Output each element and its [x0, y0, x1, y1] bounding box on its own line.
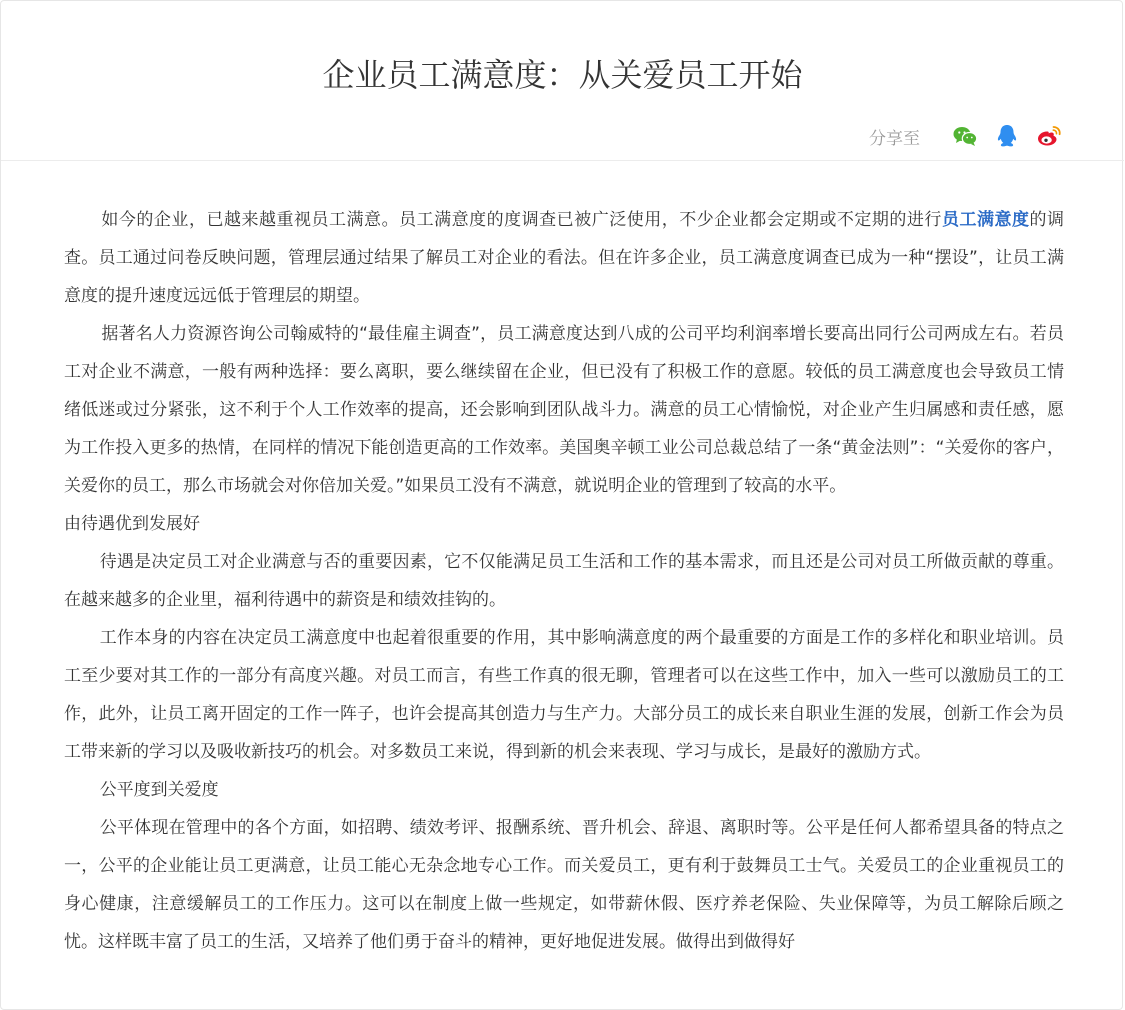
- paragraph-intro: [64, 201, 1064, 315]
- section-heading-fairness: 公平度到关爱度: [99, 780, 219, 800]
- paragraph-treatment: 待遇是决定员工对企业满意与否的重要因素，它不仅能满足员工生活和工作的基本需求，而且还是公司对员工所做贡献的尊重。在越来越多的企业里，福利待遇中的薪资是和绩效挂钩的。: [64, 552, 1064, 610]
- section-heading-treatment: 由待遇优到发展好: [64, 514, 200, 534]
- article-body: [64, 201, 1064, 961]
- paragraph-intro-text: 如今的企业，已越来越重视员工满意。员工满意度的度调查已被广泛使用，不少企业都会定期或不定期的进行: [101, 210, 942, 230]
- share-label: 分享至: [869, 128, 920, 149]
- article-title: 企业员工满意度：从关爱员工开始: [322, 56, 803, 94]
- keyword-link[interactable]: 员工满意度: [941, 210, 1030, 230]
- paragraph-research: 据著名人力资源咨询公司翰威特的“最佳雇主调查”，员工满意度达到八成的公司平均利润率增长要高出同行公司两成左右。若员工对企业不满意，一般有两种选择：要么离职，要么继续留在企业，但已没有了积极工作的意愿。较低的员工满意度也会导致员工情绪低迷或过分紧张，这不利于个人工作效率的提高，还会影响到团队战斗力。满意的员工心情愉悦，对企业产生归属感和责任感，愿为工作投入更多的热情，在同样的情况下能创造更高的工作效率。美国奥辛顿工业公司总裁总结了一条“黄金法则”：“关爱你的客户，关爱你的员工，那么市场就会对你倍加关爱。”如果员工没有不满意，就说明企业的管理到了较高的水平。: [64, 324, 1064, 496]
- paragraph-fairness: 公平体现在管理中的各个方面，如招聘、绩效考评、报酬系统、晋升机会、辞退、离职时等。公平是任何人都希望具备的特点之一，公平的企业能让员工更满意，让员工能心无杂念地专心工作。而关爱员工，更有利于鼓舞员工士气。关爱员工的企业重视员工的身心健康，注意缓解员工的工作压力。这可以在制度上做一些规定，如带薪休假、医疗养老保险、失业保障等，为员工解除后顾之忧。这样既丰富了员工的生活，又培养了他们勇于奋斗的精神，更好地促进发展。做得出到做得好: [64, 818, 1064, 952]
- wechat-icon[interactable]: [952, 123, 978, 149]
- article-header: [1, 1, 1124, 161]
- qq-icon[interactable]: [994, 123, 1020, 149]
- paragraph-intro-text-end: 的调查。员工通过问卷反映问题，管理层通过结果了解员工对企业的看法。但在许多企业，员工满意度调查已成为一种“摆设”，让员工满意度的提升速度远远低于管理层的期望。: [64, 210, 1065, 306]
- share-bar: [869, 121, 1062, 151]
- weibo-icon[interactable]: [1036, 123, 1062, 149]
- paragraph-work-content: 工作本身的内容在决定员工满意度中也起着很重要的作用，其中影响满意度的两个最重要的方面是工作的多样化和职业培训。员工至少要对其工作的一部分有高度兴趣。对员工而言，有些工作真的很无聊，管理者可以在这些工作中，加入一些可以激励员工的工作，此外，让员工离开固定的工作一阵子，也许会提高其创造力与生产力。大部分员工的成长来自职业生涯的发展，创新工作会为员工带来新的学习以及吸收新技巧的机会。对多数员工来说，得到新的机会来表现、学习与成长，是最好的激励方式。: [64, 628, 1064, 762]
